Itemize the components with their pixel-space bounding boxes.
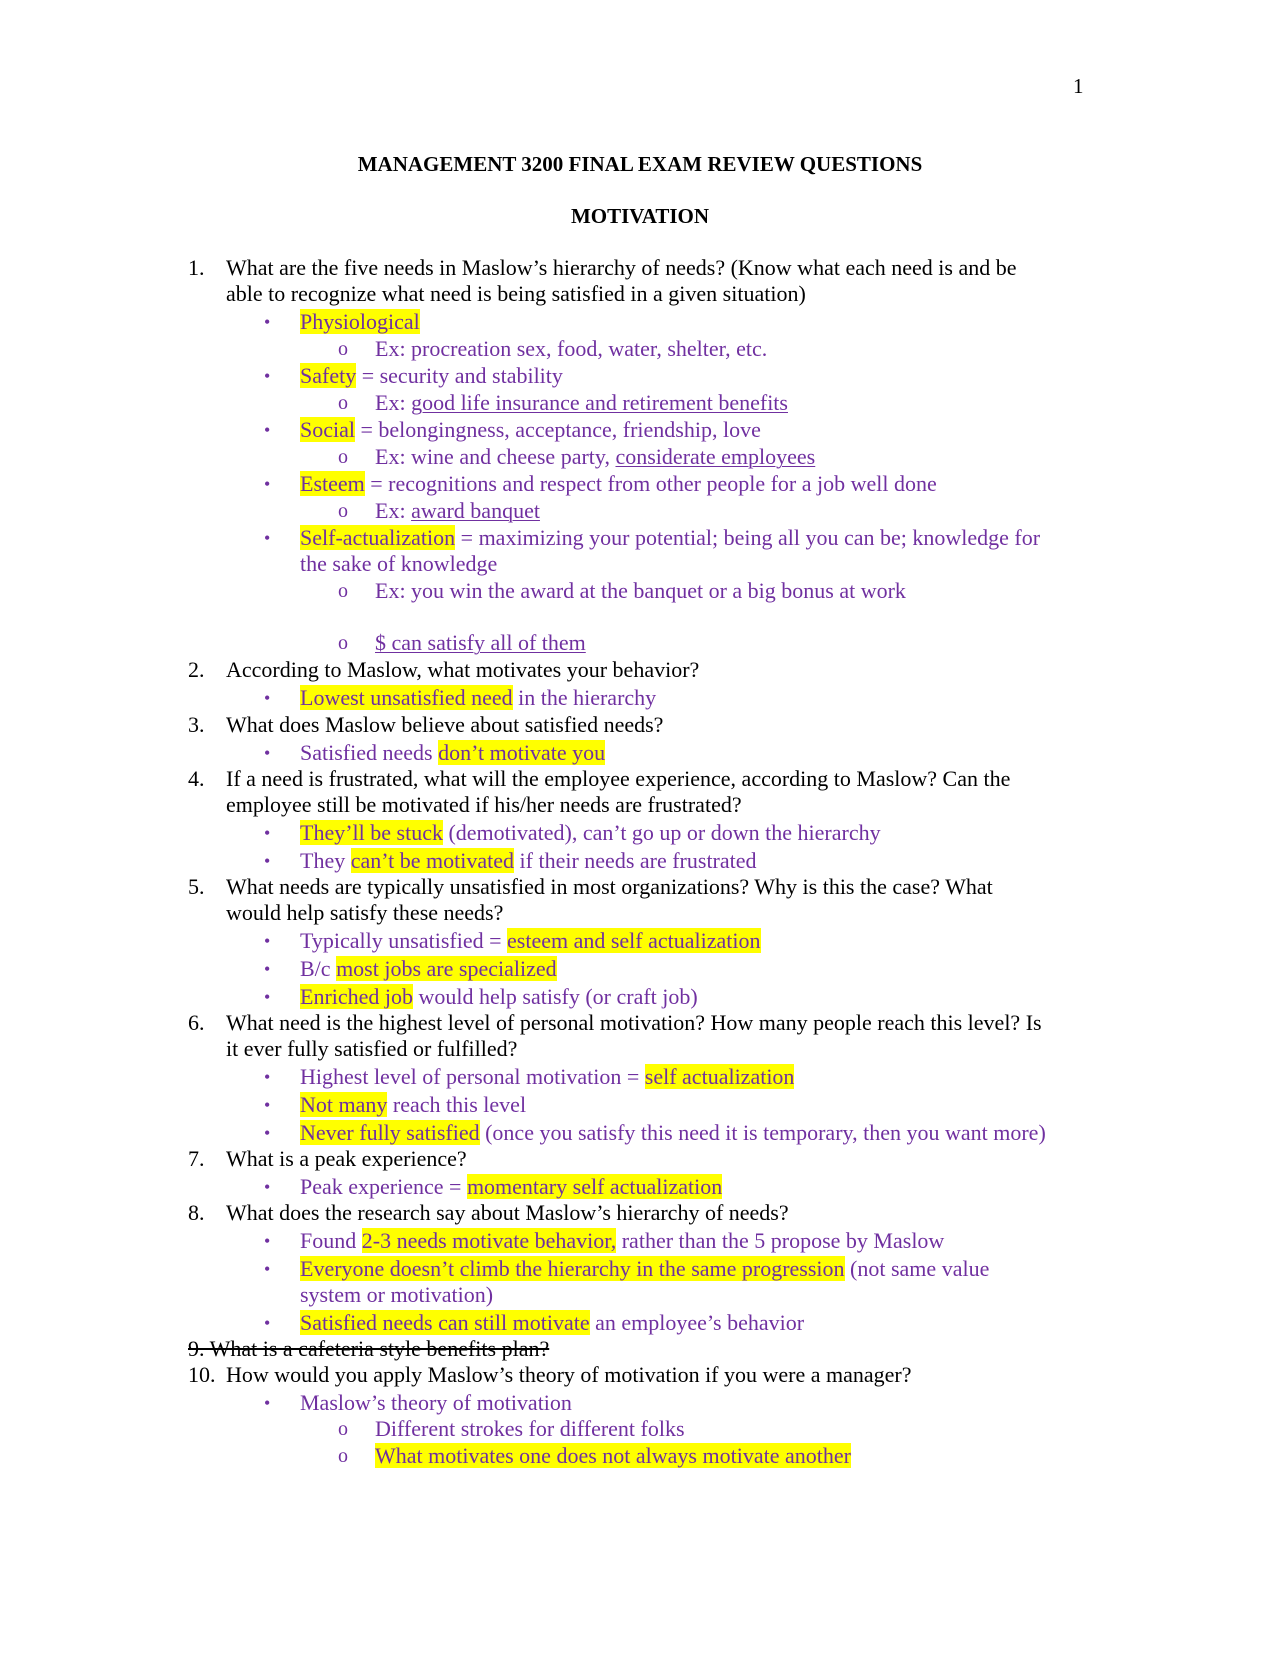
highlighted-text: Never fully satisfied: [300, 1120, 480, 1145]
answer-text: rather than the 5 propose by Maslow: [616, 1228, 945, 1253]
answer-text: B/c: [300, 956, 337, 981]
bullet-icon: •: [264, 474, 271, 494]
bullet-icon: •: [264, 312, 271, 332]
bullet-icon: •: [264, 1177, 271, 1197]
highlighted-text: momentary self actualization: [466, 1174, 723, 1199]
highlighted-text: 2-3 needs motivate behavior,: [361, 1228, 617, 1253]
answer-text: if their needs are frustrated: [514, 848, 757, 873]
answer-example: Different strokes for different folks: [375, 1416, 685, 1441]
question-number: 5.: [188, 874, 205, 899]
answer-text: Ex: wine and cheese party,: [375, 444, 616, 469]
answer-item: [300, 363, 563, 389]
sub-bullet-icon: o: [338, 580, 348, 602]
answer-item: [300, 525, 1040, 551]
bullet-icon: •: [264, 931, 271, 951]
answer-text: Found: [300, 1228, 362, 1253]
question-text: What is a peak experience?: [226, 1146, 467, 1171]
answer-item: [300, 820, 881, 846]
page-number: 1: [1073, 74, 1084, 98]
answer-item: [300, 928, 761, 954]
sub-bullet-icon: o: [338, 632, 348, 654]
bullet-icon: •: [264, 987, 271, 1007]
highlighted-text: Physiological: [300, 309, 420, 334]
question-number: 8.: [188, 1200, 205, 1225]
answer-item: [300, 984, 698, 1010]
answer-example: [375, 498, 540, 524]
answer-text: = security and stability: [356, 363, 563, 388]
bullet-icon: •: [264, 959, 271, 979]
bullet-icon: •: [264, 528, 271, 548]
question-text: What needs are typically unsatisfied in most organizations? Why is this the case? What: [226, 874, 993, 899]
question-text: What are the five needs in Maslow’s hierarchy of needs? (Know what each need is and be: [226, 255, 1017, 280]
sub-bullet-icon: o: [338, 1445, 348, 1467]
highlighted-text: don’t motivate you: [438, 740, 606, 765]
bullet-icon: •: [264, 1231, 271, 1251]
answer-item: [300, 1310, 804, 1336]
section-heading: MOTIVATION: [570, 204, 710, 228]
underlined-text: considerate employees: [615, 444, 816, 469]
answer-example: [375, 630, 586, 656]
question-number: 6.: [188, 1010, 205, 1035]
question-text: According to Maslow, what motivates your behavior?: [226, 657, 700, 682]
answer-text: (once you satisfy this need it is temporary, then you want more): [479, 1120, 1046, 1145]
question-text: What does the research say about Maslow’s hierarchy of needs?: [226, 1200, 789, 1225]
answer-text: would help satisfy (or craft job): [413, 984, 698, 1009]
answer-text: (demotivated), can’t go up or down the hierarchy: [442, 820, 881, 845]
bullet-icon: •: [264, 1393, 271, 1413]
highlighted-text: Enriched job: [300, 984, 414, 1009]
underlined-text: good life insurance and retirement benefits: [411, 390, 788, 415]
highlighted-text: self actualization: [644, 1064, 795, 1089]
answer-item: [300, 1174, 722, 1200]
bullet-icon: •: [264, 851, 271, 871]
question-text: What does Maslow believe about satisfied needs?: [226, 712, 664, 737]
answer-text: Typically unsatisfied =: [300, 928, 507, 953]
answer-text: They: [300, 848, 351, 873]
question-text: If a need is frustrated, what will the employee experience, according to Maslow? Can the: [226, 766, 1011, 791]
bullet-icon: •: [264, 823, 271, 843]
answer-example: [375, 390, 788, 416]
question-text: employee still be motivated if his/her needs are frustrated?: [226, 792, 742, 817]
answer-text: (not same value: [844, 1256, 990, 1281]
answer-item: [300, 417, 761, 443]
underlined-text: award banquet: [411, 498, 540, 523]
answer-text: = maximizing your potential; being all you can be; knowledge for: [455, 525, 1041, 550]
answer-text: Ex:: [375, 498, 412, 523]
answer-item: [300, 848, 757, 874]
highlighted-text: can’t be motivated: [350, 848, 515, 873]
highlighted-text: Self-actualization: [300, 525, 456, 550]
highlighted-text: Satisfied needs can still motivate: [300, 1310, 590, 1335]
question-text: What need is the highest level of personal motivation? How many people reach this level? Is: [226, 1010, 1042, 1035]
answer-item: [300, 471, 937, 497]
answer-text: Highest level of personal motivation =: [300, 1064, 645, 1089]
bullet-icon: •: [264, 1067, 271, 1087]
answer-item: [300, 1228, 944, 1254]
sub-bullet-icon: o: [338, 338, 348, 360]
answer-text: system or motivation): [300, 1282, 494, 1307]
answer-example: Ex: procreation sex, food, water, shelter, etc.: [375, 336, 768, 361]
bullet-icon: •: [264, 1123, 271, 1143]
highlighted-text: Not many: [300, 1092, 388, 1117]
bullet-icon: •: [264, 743, 271, 763]
bullet-icon: •: [264, 366, 271, 386]
question-number: 7.: [188, 1146, 205, 1171]
answer-item: [300, 1120, 1046, 1146]
highlighted-text: Esteem: [300, 471, 365, 496]
answer-text: the sake of knowledge: [300, 551, 498, 576]
bullet-icon: •: [264, 1095, 271, 1115]
question-number: 3.: [188, 712, 205, 737]
answer-text: an employee’s behavior: [589, 1310, 805, 1335]
answer-item: [300, 685, 656, 711]
question-text: How would you apply Maslow’s theory of motivation if you were a manager?: [226, 1362, 912, 1387]
bullet-icon: •: [264, 1313, 271, 1333]
answer-item: [300, 1064, 794, 1090]
bullet-icon: •: [264, 688, 271, 708]
highlighted-text: What motivates one does not always motivate another: [375, 1443, 851, 1468]
answer-item: [300, 740, 605, 766]
question-number: 2.: [188, 657, 205, 682]
sub-bullet-icon: o: [338, 392, 348, 414]
answer-item: [300, 1256, 989, 1282]
highlighted-text: Everyone doesn’t climb the hierarchy in the same progression: [300, 1256, 845, 1281]
highlighted-text: Safety: [300, 363, 357, 388]
question-text: able to recognize what need is being satisfied in a given situation): [226, 281, 806, 306]
answer-text: Ex:: [375, 390, 412, 415]
answer-example: Ex: you win the award at the banquet or a big bonus at work: [375, 578, 906, 603]
question-number: 10.: [188, 1362, 216, 1387]
answer-text: reach this level: [387, 1092, 527, 1117]
struck-question: 9. What is a cafeteria style benefits plan?: [188, 1336, 550, 1361]
question-text: it ever fully satisfied or fulfilled?: [226, 1036, 518, 1061]
answer-text: in the hierarchy: [512, 685, 657, 710]
document-title: MANAGEMENT 3200 FINAL EXAM REVIEW QUESTIONS: [357, 152, 923, 176]
underlined-text: $ can satisfy all of them: [375, 630, 586, 655]
question-number: 4.: [188, 766, 205, 791]
answer-example: [375, 1443, 851, 1469]
answer-text: = recognitions and respect from other people for a job well done: [364, 471, 937, 496]
question-number: 1.: [188, 255, 205, 280]
answer-item: [300, 956, 557, 982]
answer-text: = belongingness, acceptance, friendship, love: [355, 417, 761, 442]
sub-bullet-icon: o: [338, 446, 348, 468]
answer-item: Maslow’s theory of motivation: [300, 1390, 572, 1415]
answer-item: [300, 309, 420, 335]
highlighted-text: They’ll be stuck: [300, 820, 443, 845]
answer-item: [300, 1092, 526, 1118]
bullet-icon: •: [264, 1259, 271, 1279]
answer-text: Satisfied needs: [300, 740, 439, 765]
question-text: would help satisfy these needs?: [226, 900, 504, 925]
highlighted-text: Lowest unsatisfied need: [300, 685, 513, 710]
answer-example: [375, 444, 815, 470]
highlighted-text: Social: [300, 417, 355, 442]
answer-text: Peak experience =: [300, 1174, 467, 1199]
bullet-icon: •: [264, 420, 271, 440]
highlighted-text: esteem and self actualization: [507, 928, 761, 953]
sub-bullet-icon: o: [338, 1418, 348, 1440]
sub-bullet-icon: o: [338, 500, 348, 522]
highlighted-text: most jobs are specialized: [336, 956, 557, 981]
